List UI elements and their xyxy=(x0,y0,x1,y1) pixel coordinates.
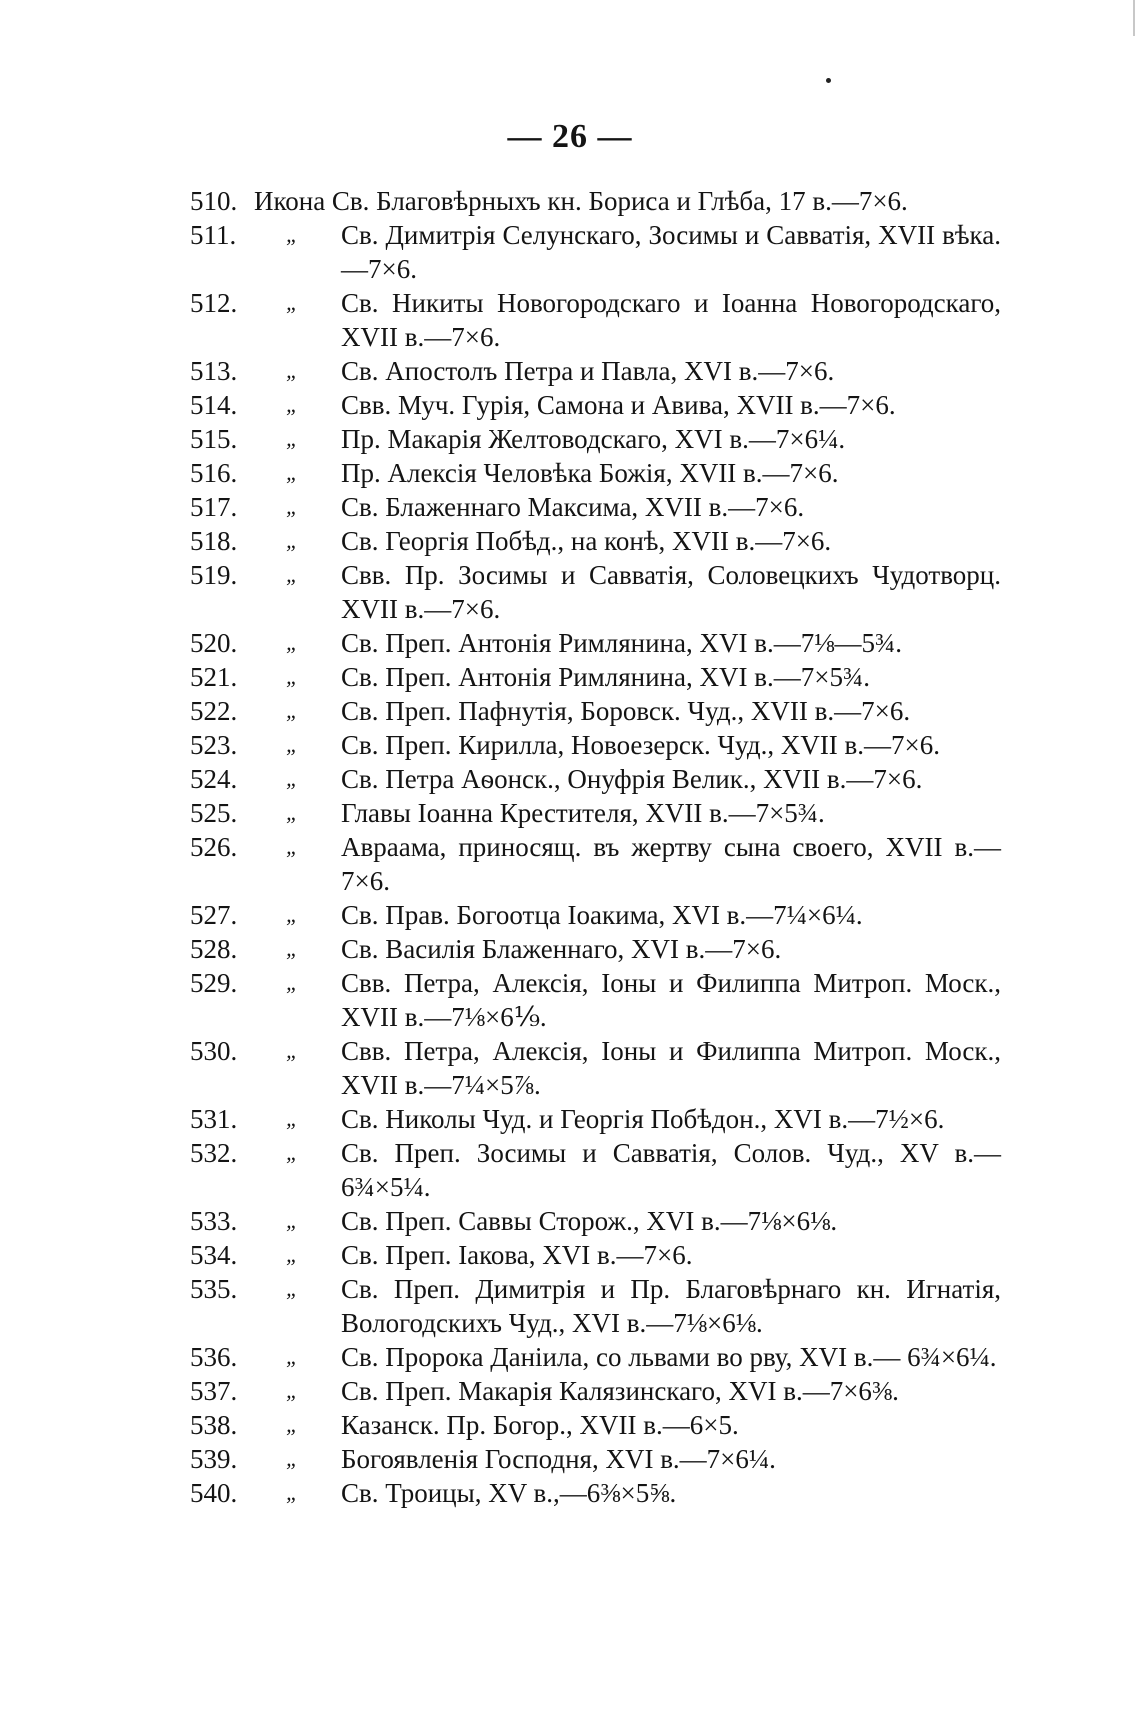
ditto-mark: „ xyxy=(286,222,299,247)
catalog-entry xyxy=(0,218,1140,286)
catalog-entry xyxy=(0,1408,1140,1442)
page-edge-mark xyxy=(1133,0,1135,36)
catalog-entry xyxy=(0,1340,1140,1374)
ditto-mark: „ xyxy=(286,1038,299,1063)
entry-text: Св. Преп. Саввы Сторож., XVI в.—7⅛×6⅛. xyxy=(341,1206,838,1236)
entry-text: Св. Блаженнаго Максима, XVII в.—7×6. xyxy=(341,492,805,522)
ditto-mark: „ xyxy=(286,1106,299,1131)
ditto-mark: „ xyxy=(286,936,299,961)
catalog-entry xyxy=(0,1272,1140,1340)
catalog-entry xyxy=(0,1034,1140,1102)
entry-number: 526. xyxy=(190,832,238,862)
entry-number: 524. xyxy=(190,764,238,794)
catalog-entry xyxy=(0,286,1140,354)
entry-text: Богоявленія Господня, XVI в.—7×6¼. xyxy=(341,1444,776,1474)
entry-number: 523. xyxy=(190,730,238,760)
entry-number: 513. xyxy=(190,356,238,386)
catalog-entry xyxy=(0,524,1140,558)
entry-number: 518. xyxy=(190,526,238,556)
catalog-entry xyxy=(0,388,1140,422)
entry-number: 528. xyxy=(190,934,238,964)
entry-text: Св. Преп. Антонія Римлянина, XVI в.—7⅛—5¾. xyxy=(341,628,902,658)
entry-number: 538. xyxy=(190,1410,238,1440)
entry-number: 534. xyxy=(190,1240,238,1270)
catalog-entry xyxy=(0,1476,1140,1510)
entry-text: Свв. Петра, Алексія, Іоны и Филиппа Митроп. Моск., XVII в.—7¼×5⅞. xyxy=(341,1036,1001,1100)
catalog-entry xyxy=(0,490,1140,524)
ditto-mark: „ xyxy=(286,1208,299,1233)
catalog-entry xyxy=(0,932,1140,966)
entry-number: 519. xyxy=(190,560,238,590)
catalog-entry xyxy=(0,1102,1140,1136)
entry-text: Св. Никиты Новогородскаго и Іоанна Новогородскаго, XVII в.—7×6. xyxy=(341,288,1001,352)
entry-text: Св. Троицы, XV в.,—6⅜×5⅝. xyxy=(341,1478,677,1508)
catalog-entry xyxy=(0,558,1140,626)
entry-text: Св. Петра Аѳонск., Онуфрія Велик., XVII в.—7×6. xyxy=(341,764,923,794)
entry-text: Св. Преп. Антонія Римлянина, XVI в.—7×5¾. xyxy=(341,662,870,692)
entry-number: 537. xyxy=(190,1376,238,1406)
entry-text: Свв. Петра, Алексія, Іоны и Филиппа Митроп. Моск., XVII в.—7⅛×6⅑. xyxy=(341,968,1001,1032)
catalog-entry xyxy=(0,184,1140,218)
ditto-mark: „ xyxy=(286,1344,299,1369)
catalog-entry xyxy=(0,456,1140,490)
catalog-entries xyxy=(0,184,1140,1510)
entry-number: 529. xyxy=(190,968,238,998)
entry-number: 515. xyxy=(190,424,238,454)
catalog-entry xyxy=(0,1204,1140,1238)
entry-number: 512. xyxy=(190,288,238,318)
catalog-entry xyxy=(0,966,1140,1034)
entry-number: 510. xyxy=(190,186,238,216)
entry-text: Св. Преп. Іакова, XVI в.—7×6. xyxy=(341,1240,693,1270)
page-number: — 26 — xyxy=(507,118,633,155)
entry-text: Казанск. Пр. Богор., XVII в.—6×5. xyxy=(341,1410,739,1440)
catalog-entry xyxy=(0,1136,1140,1204)
entry-number: 525. xyxy=(190,798,238,828)
ditto-mark: „ xyxy=(286,358,299,383)
entry-number: 522. xyxy=(190,696,238,726)
ditto-mark: „ xyxy=(286,1140,299,1165)
entry-text: Пр. Макарія Желтоводскаго, XVI в.—7×6¼. xyxy=(341,424,846,454)
catalog-entry xyxy=(0,1442,1140,1476)
catalog-entry xyxy=(0,796,1140,830)
entry-text: Св. Пророка Даніила, со львами во рву, XVI в.— 6¾×6¼. xyxy=(341,1342,997,1372)
entry-number: 516. xyxy=(190,458,238,488)
ditto-mark: „ xyxy=(286,970,299,995)
entry-number: 539. xyxy=(190,1444,238,1474)
ditto-mark: „ xyxy=(286,392,299,417)
ditto-mark: „ xyxy=(286,1412,299,1437)
entry-text: Св. Георгія Побѣд., на конѣ, XVII в.—7×6. xyxy=(341,526,832,556)
entry-number: 531. xyxy=(190,1104,238,1134)
ditto-mark: „ xyxy=(286,1378,299,1403)
entry-text: Св. Прав. Богоотца Іоакима, XVI в.—7¼×6¼. xyxy=(341,900,863,930)
entry-text: Пр. Алексія Человѣка Божія, XVII в.—7×6. xyxy=(341,458,839,488)
entry-number: 533. xyxy=(190,1206,238,1236)
ditto-mark: „ xyxy=(286,562,299,587)
ditto-mark: „ xyxy=(286,834,299,859)
entry-text: Св. Николы Чуд. и Георгія Побѣдон., XVI в.—7½×6. xyxy=(341,1104,945,1134)
ditto-mark: „ xyxy=(286,1446,299,1471)
catalog-entry xyxy=(0,626,1140,660)
ink-speck xyxy=(826,78,831,83)
entry-number: 532. xyxy=(190,1138,238,1168)
entry-text: Свв. Муч. Гурія, Самона и Авива, XVII в.—7×6. xyxy=(341,390,896,420)
catalog-entry xyxy=(0,898,1140,932)
catalog-entry xyxy=(0,694,1140,728)
entry-number: 517. xyxy=(190,492,238,522)
entry-text: Св. Преп. Димитрія и Пр. Благовѣрнаго кн. Игнатія, Вологодскихъ Чуд., XVI в.—7⅛×6⅛. xyxy=(341,1274,1001,1338)
entry-text: Св. Апостолъ Петра и Павла, XVI в.—7×6. xyxy=(341,356,835,386)
entry-text: Св. Преп. Кирилла, Новоезерск. Чуд., XVII в.—7×6. xyxy=(341,730,941,760)
catalog-entry xyxy=(0,762,1140,796)
entry-number: 530. xyxy=(190,1036,238,1066)
entry-number: 511. xyxy=(190,220,237,250)
ditto-mark: „ xyxy=(286,528,299,553)
ditto-mark: „ xyxy=(286,494,299,519)
entry-number: 521. xyxy=(190,662,238,692)
catalog-entry xyxy=(0,422,1140,456)
catalog-entry xyxy=(0,728,1140,762)
catalog-entry xyxy=(0,354,1140,388)
catalog-entry xyxy=(0,1238,1140,1272)
ditto-mark: „ xyxy=(286,664,299,689)
entry-number: 527. xyxy=(190,900,238,930)
entry-number: 540. xyxy=(190,1478,238,1508)
entry-text: Св. Преп. Зосимы и Савватія, Солов. Чуд., XV в.— 6¾×5¼. xyxy=(341,1138,1001,1202)
catalog-entry xyxy=(0,1374,1140,1408)
ditto-mark: „ xyxy=(286,1276,299,1301)
ditto-mark: „ xyxy=(286,800,299,825)
catalog-entry xyxy=(0,660,1140,694)
entry-number: 520. xyxy=(190,628,238,658)
ditto-mark: „ xyxy=(286,766,299,791)
ditto-mark: „ xyxy=(286,1480,299,1505)
entry-text: Св. Димитрія Селунскаго, Зосимы и Савватія, XVII вѣка.—7×6. xyxy=(341,220,1001,284)
entry-text: Свв. Пр. Зосимы и Савватія, Соловецкихъ Чудотворц. XVII в.—7×6. xyxy=(341,560,1001,624)
ditto-mark: „ xyxy=(286,460,299,485)
ditto-mark: „ xyxy=(286,630,299,655)
ditto-mark: „ xyxy=(286,1242,299,1267)
ditto-mark: „ xyxy=(286,902,299,927)
ditto-mark: „ xyxy=(286,426,299,451)
entry-number: 535. xyxy=(190,1274,238,1304)
entry-text: Авраама, приносящ. въ жертву сына своего, XVII в.— 7×6. xyxy=(341,832,1001,896)
ditto-mark: „ xyxy=(286,290,299,315)
entry-text: Икона Св. Благовѣрныхъ кн. Бориса и Глѣба, 17 в.—7×6. xyxy=(254,186,908,216)
entry-text: Св. Василія Блаженнаго, XVI в.—7×6. xyxy=(341,934,782,964)
entry-text: Св. Преп. Пафнутія, Боровск. Чуд., XVII в.—7×6. xyxy=(341,696,911,726)
entry-number: 514. xyxy=(190,390,238,420)
entry-text: Св. Преп. Макарія Калязинскаго, XVI в.—7×6⅜. xyxy=(341,1376,899,1406)
ditto-mark: „ xyxy=(286,732,299,757)
entry-text: Главы Іоанна Крестителя, XVII в.—7×5¾. xyxy=(341,798,825,828)
entry-number: 536. xyxy=(190,1342,238,1372)
catalog-entry xyxy=(0,830,1140,898)
ditto-mark: „ xyxy=(286,698,299,723)
